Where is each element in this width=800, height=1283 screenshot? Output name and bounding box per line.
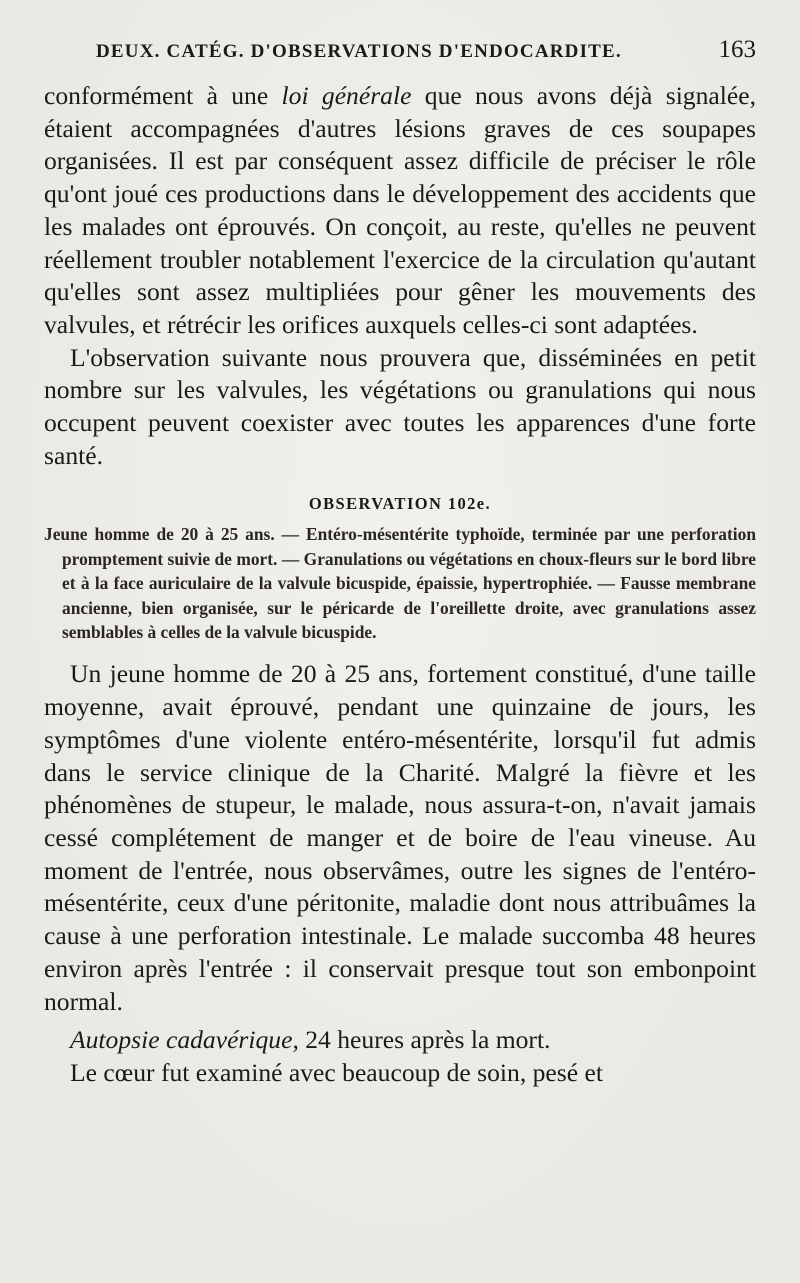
observation-heading: OBSERVATION 102e. (308, 494, 492, 514)
paragraph-1-rest: que nous avons déjà signalée, étaient accompagnées d'autres lésions graves de ces soupapes organisées. Il est par conséquent assez difficile de préciser le rôle qu'ont joué ces productions dans le développement des accidents que les malades ont éprouvés. On conçoit, au reste, qu'elles ne peuvent réellement troubler notablement l'exercice de la circulation qu'autant qu'elles sont assez multipliées pour gêner les mouvements des valvules, et rétrécir les orifices auxquels celles-ci sont adaptées. (44, 81, 756, 339)
paragraph-2: L'observation suivante nous prouvera que, disséminées en petit nombre sur les valvules, les végétations ou granulations qui nous occupent peuvent coexister avec toutes les apparences d'une forte santé. (44, 342, 756, 470)
running-title: DEUX. CATÉG. D'OBSERVATIONS D'ENDOCARDITE. (96, 41, 622, 62)
body-text (44, 80, 756, 1090)
emphasis-loi-generale: loi générale (281, 81, 412, 110)
autopsy-line (44, 1024, 756, 1057)
paragraph-4: Le cœur fut examiné avec beaucoup de soin, pesé et (70, 1057, 603, 1087)
autopsy-time: 24 heures après la mort. (298, 1025, 551, 1055)
page-number: 163 (718, 36, 756, 63)
paragraph-1-start: conformément à une (44, 81, 282, 110)
observation-summary-text: Jeune homme de 20 à 25 ans. — Entéro-mésentérite typhoïde, terminée par une perforation promptement suivie de mort. — Granulations ou végétations en choux-fleurs sur le bord libre et à la face auriculaire de la valvule bicuspide, épaissie, hypertrophiée. — Fausse membrane ancienne, bien organisée, sur le péricarde de l'oreillette droite, avec granulations assez semblables à celles de la valvule bicuspide. (44, 524, 756, 643)
running-head (96, 36, 756, 64)
paragraph-3: Un jeune homme de 20 à 25 ans, fortement constitué, d'une taille moyenne, avait éprouvé, pendant une quinzaine de jours, les symptômes d'une violente entéro-mésentérite, lorsqu'il fut admis dans le service clinique de la Charité. Malgré la fièvre et les phénomènes de stupeur, le malade, nous assura-t-on, n'avait jamais cessé complétement de manger et de boire de l'eau vineuse. Au moment de l'entrée, nous observâmes, outre les signes de l'entéro-mésentérite, ceux d'une péritonite, maladie dont nous attribuâmes la cause à une perforation intestinale. Le malade succomba 48 heures environ après l'entrée : il conservait presque tout son embonpoint normal. (44, 659, 756, 1016)
observation-summary (44, 522, 756, 644)
paragraph-continuation (44, 80, 756, 342)
autopsy-label: Autopsie cadavérique, (70, 1025, 299, 1055)
